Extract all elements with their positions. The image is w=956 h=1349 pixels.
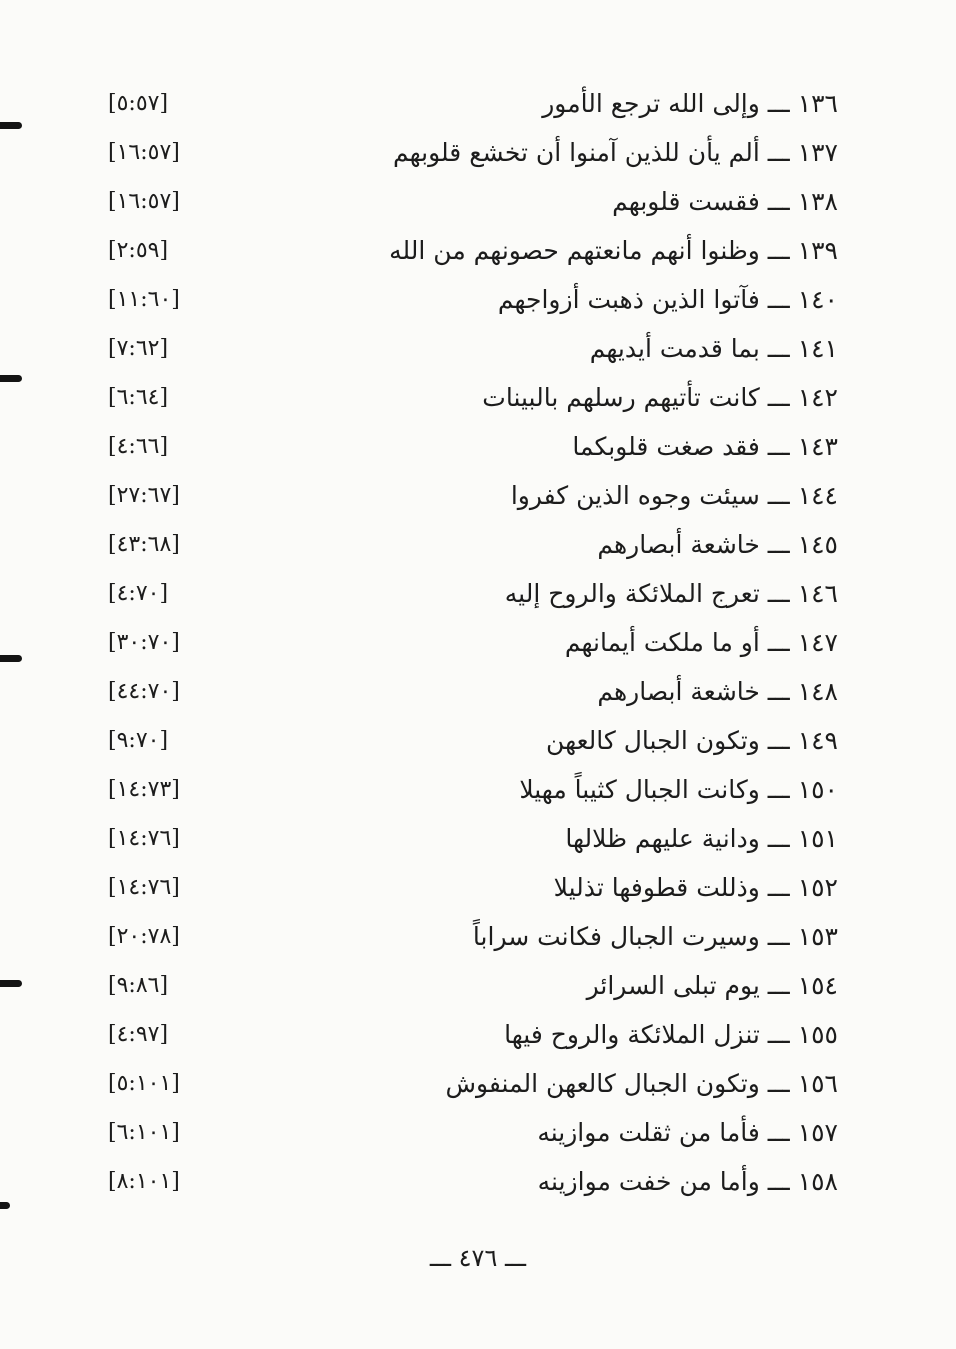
verse-text: ١٥٦ ـــ وتكون الجبال كالعهن المنفوش xyxy=(445,1069,838,1098)
list-item xyxy=(0,180,956,224)
verse-text: ١٥٨ ـــ وأما من خفت موازينه xyxy=(537,1167,838,1196)
list-item xyxy=(0,425,956,469)
list-item xyxy=(0,278,956,322)
list-item xyxy=(0,131,956,175)
list-item xyxy=(0,768,956,812)
verse-text: ١٤٩ ـــ وتكون الجبال كالعهن xyxy=(546,726,838,755)
verse-reference: [١١:٦٠] xyxy=(108,287,180,312)
list-item xyxy=(0,719,956,763)
verse-reference: [١٦:٥٧] xyxy=(108,189,180,214)
verse-reference: [٤٣:٦٨] xyxy=(108,532,180,557)
list-item xyxy=(0,915,956,959)
verse-text: ١٣٦ ـــ وإلى الله ترجع الأمور xyxy=(542,89,838,118)
verse-text: ١٤٠ ـــ فآتوا الذين ذهبت أزواجهم xyxy=(497,285,838,314)
list-item xyxy=(0,1062,956,1106)
page-number: ـــ ٤٧٦ ـــ xyxy=(429,1244,527,1272)
list-item xyxy=(0,817,956,861)
verse-reference: [٩:٧٠] xyxy=(108,728,169,753)
verse-reference: [٤:٦٦] xyxy=(108,434,169,459)
verse-reference: [١٤:٧٦] xyxy=(108,875,180,900)
verse-reference: [١٦:٥٧] xyxy=(108,140,180,165)
verse-text: ١٤٥ ـــ خاشعة أبصارهم xyxy=(597,530,838,559)
list-item xyxy=(0,866,956,910)
verse-text: ١٥٠ ـــ وكانت الجبال كثيباً مهيلا xyxy=(519,775,838,804)
verse-text: ١٣٨ ـــ فقست قلوبهم xyxy=(612,187,838,216)
list-item xyxy=(0,1111,956,1155)
list-item xyxy=(0,572,956,616)
verse-text: ١٤٢ ـــ كانت تأتيهم رسلهم بالبينات xyxy=(482,383,838,412)
verse-reference: [٧:٦٢] xyxy=(108,336,169,361)
verse-reference: [٥:١٠١] xyxy=(108,1071,180,1096)
verse-reference: [٢٧:٦٧] xyxy=(108,483,180,508)
verse-reference: [٢٠:٧٨] xyxy=(108,924,180,949)
verse-reference: [٩:٨٦] xyxy=(108,973,169,998)
verse-reference: [٤٤:٧٠] xyxy=(108,679,180,704)
verse-reference: [١٤:٧٣] xyxy=(108,777,180,802)
list-item xyxy=(0,474,956,518)
verse-text: ١٤٤ ـــ سيئت وجوه الذين كفروا xyxy=(510,481,838,510)
verse-text: ١٤٣ ـــ فقد صغت قلوبكما xyxy=(572,432,838,461)
verse-reference: [٤:٧٠] xyxy=(108,581,169,606)
verse-text: ١٥٤ ـــ يوم تبلى السرائر xyxy=(586,971,838,1000)
verse-text: ١٥١ ـــ ودانية عليهم ظلالها xyxy=(565,824,838,853)
list-item xyxy=(0,523,956,567)
verse-text: ١٥٥ ـــ تنزل الملائكة والروح فيها xyxy=(504,1020,838,1049)
verse-reference: [١٤:٧٦] xyxy=(108,826,180,851)
verse-text: ١٤٨ ـــ خاشعة أبصارهم xyxy=(597,677,838,706)
verse-text: ١٣٩ ـــ وظنوا أنهم مانعتهم حصونهم من الله xyxy=(389,236,838,265)
verse-text: ١٥٢ ـــ وذللت قطوفها تذليلا xyxy=(553,873,838,902)
verse-text: ١٤١ ـــ بما قدمت أيديهم xyxy=(589,334,838,363)
verse-reference: [٥:٥٧] xyxy=(108,91,169,116)
verse-reference: [٢:٥٩] xyxy=(108,238,169,263)
verse-text: ١٥٧ ـــ فأما من ثقلت موازينه xyxy=(537,1118,838,1147)
verse-reference: [٤:٩٧] xyxy=(108,1022,169,1047)
list-item xyxy=(0,82,956,126)
verse-reference: [٦:١٠١] xyxy=(108,1120,180,1145)
list-item xyxy=(0,229,956,273)
list-item xyxy=(0,670,956,714)
list-item xyxy=(0,964,956,1008)
verse-reference: [٦:٦٤] xyxy=(108,385,169,410)
list-item xyxy=(0,1013,956,1057)
list-item xyxy=(0,621,956,665)
verse-text: ١٤٦ ـــ تعرج الملائكة والروح إليه xyxy=(504,579,838,608)
verse-text: ١٣٧ ـــ ألم يأن للذين آمنوا أن تخشع قلوبهم xyxy=(393,138,838,167)
list-item xyxy=(0,1160,956,1204)
verse-reference: [٨:١٠١] xyxy=(108,1169,180,1194)
list-item xyxy=(0,327,956,371)
list-item xyxy=(0,376,956,420)
verse-reference: [٣٠:٧٠] xyxy=(108,630,180,655)
verse-text: ١٤٧ ـــ أو ما ملكت أيمانهم xyxy=(564,628,838,657)
verse-text: ١٥٣ ـــ وسيرت الجبال فكانت سراباً xyxy=(472,922,838,951)
